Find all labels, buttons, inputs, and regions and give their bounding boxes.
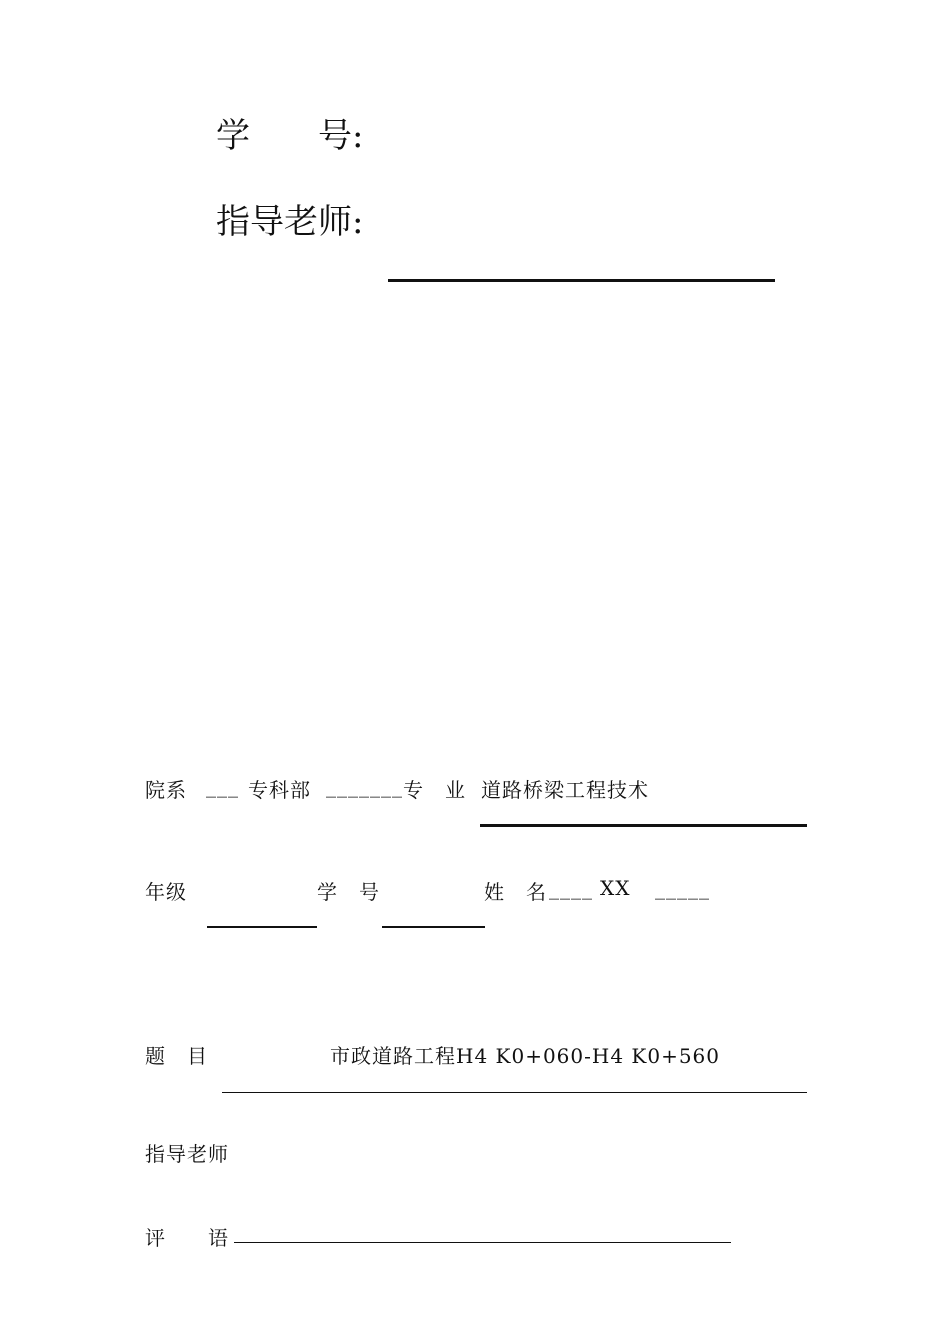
name-suffix-line: _____ — [655, 876, 710, 900]
student-id-label: 学 号 — [317, 880, 380, 904]
dept-label: 院系 — [145, 778, 187, 802]
dept-value: 专科部 — [248, 778, 311, 802]
dept-suffix-line: _______ — [326, 774, 403, 798]
comment-label: 评 语 — [145, 1226, 229, 1250]
name-value: XX — [600, 876, 631, 900]
topic-underline — [222, 1092, 807, 1093]
top-underline — [388, 279, 775, 282]
grade-label: 年级 — [145, 880, 187, 904]
comment-underline — [234, 1242, 731, 1243]
advisor-label: 指导老师 — [145, 1142, 229, 1166]
name-prefix-line: ____ — [549, 876, 593, 900]
major-label: 专 业 — [403, 778, 466, 802]
student-id-heading: 学 号: — [216, 116, 364, 156]
major-value: 道路桥梁工程技术 — [481, 778, 649, 802]
topic-label: 题 目 — [145, 1044, 208, 1068]
topic-value: 市政道路工程H4 K0+060-H4 K0+560 — [330, 1044, 720, 1068]
advisor-heading: 指导老师: — [216, 202, 364, 242]
name-label: 姓 名 — [484, 880, 547, 904]
student-id-underline — [382, 926, 485, 928]
dept-prefix-line: ___ — [206, 774, 239, 798]
grade-underline — [207, 926, 317, 928]
major-underline — [480, 824, 807, 827]
